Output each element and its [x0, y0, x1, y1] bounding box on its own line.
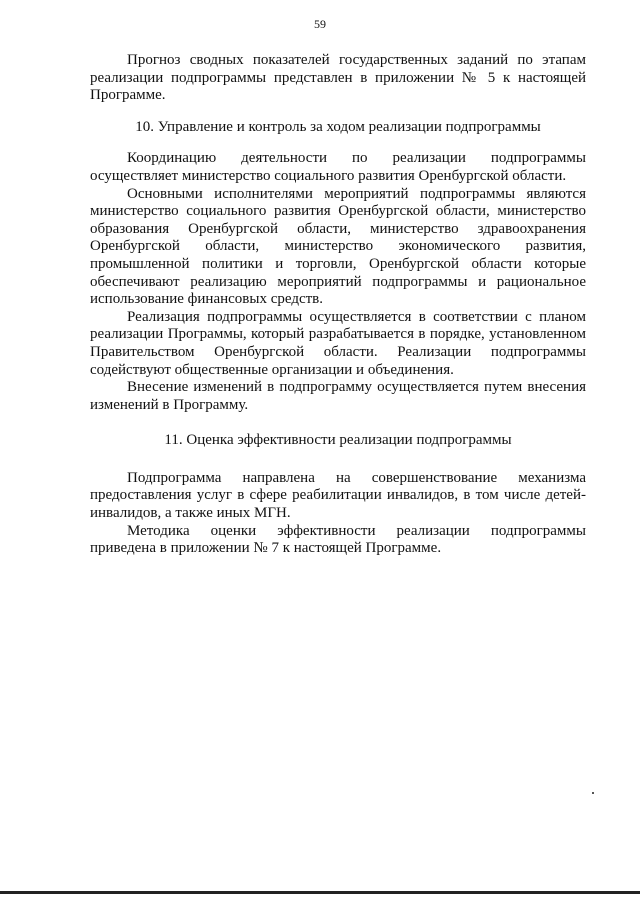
scan-speck [592, 792, 594, 794]
section-heading-efficiency: 11. Оценка эффективности реализации подпрограммы [164, 432, 512, 449]
paragraph-executors: Основными исполнителями мероприятий подпрограммы являются министерство социального развития Оренбургской области, министерство образования Оренбургской области, министерство здравоохранения Оренбургской области, министерство экономического развития, промышленной политики и торговли, Оренбургской области которые обеспечивают реализацию мероприятий подпрограммы и рациональное использование финансовых средств. [90, 185, 586, 308]
section-heading-management: 10. Управление и контроль за ходом реализации подпрограммы [135, 118, 541, 135]
paragraph-purpose: Подпрограмма направлена на совершенствование механизма предоставления услуг в сфере реабилитации инвалидов, в том числе детей-инвалидов, а также иных МГН. [90, 469, 586, 522]
paragraph-amendments: Внесение изменений в подпрограмму осуществляется путем внесения изменений в Программу. [90, 379, 586, 413]
paragraph-implementation: Реализация подпрограммы осуществляется в соответствии с планом реализации Программы, который разрабатывается в порядке, установленном Правительством Оренбургской области. Реализации подпрограммы содействуют общественные организации и объединения. [90, 308, 586, 378]
paragraph-methodology: Методика оценки эффективности реализации подпрограммы приведена в приложении № 7 к настоящей Программе. [90, 522, 586, 557]
document-body [90, 52, 586, 558]
page-bottom-border [0, 891, 640, 894]
page-number: 59 [314, 17, 326, 31]
paragraph-coordination: Координацию деятельности по реализации подпрограммы осуществляет министерство социального развития Оренбургской области. [90, 150, 586, 184]
paragraph-forecast: Прогноз сводных показателей государственных заданий по этапам реализации подпрограммы представлен в приложении № 5 к настоящей Программе. [90, 52, 586, 104]
